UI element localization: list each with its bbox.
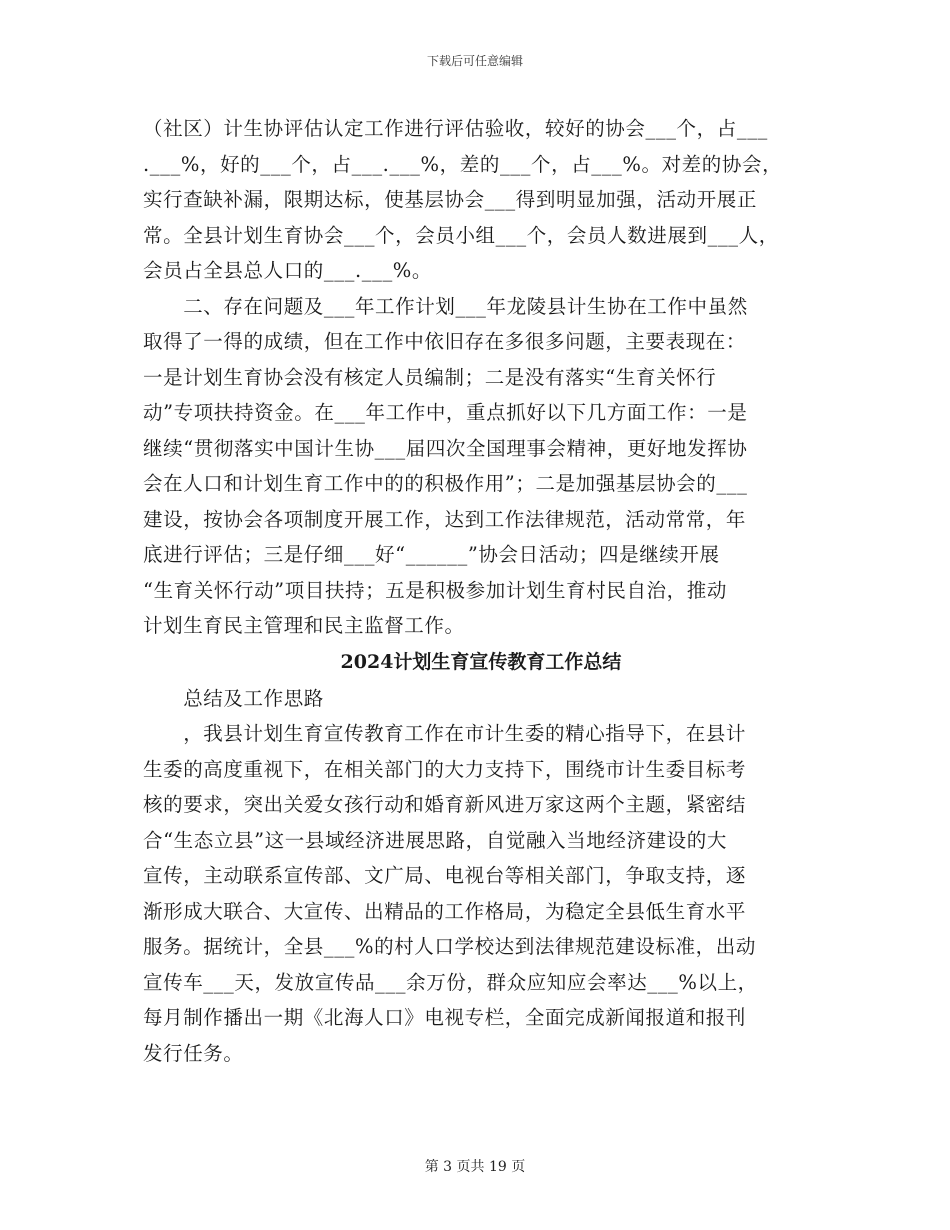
paragraph-line: 合“生态立县”这一县域经济进展思路，自觉融入当地经济建设的大 <box>143 828 727 852</box>
paragraph-line: 宣传车___天，发放宣传品___余万份，群众应知应会率达___%以上， <box>143 970 758 994</box>
paragraph-line: ，我县计划生育宣传教育工作在市计生委的精心指导下，在县计 <box>143 722 747 745</box>
paragraph-line: 实行查缺补漏，限期达标，使基层协会___得到明显加强，活动开展正 <box>143 188 757 211</box>
paragraph-line: 发行任务。 <box>143 1041 244 1065</box>
section-work-review <box>143 111 807 644</box>
paragraph-line: 生委的高度重视下，在相关部门的大力支持下，围绕市计生委目标考 <box>143 757 747 781</box>
paragraph-line: 总结及工作思路 <box>143 686 324 710</box>
paragraph-line: 会在人口和计划生育工作中的的积极作用”；二是加强基层协会的___ <box>143 472 748 495</box>
paragraph-line: 建设，按协会各项制度开展工作，达到工作法律规范，活动常常，年 <box>143 507 747 531</box>
paragraph-line: 服务。据统计，全县___%的村人口学校达到法律规范建设标准，出动 <box>143 935 756 958</box>
paragraph-line: 宣传，主动联系宣传部、文广局、电视台等相关部门，争取支持，逐 <box>143 864 747 887</box>
paragraph-line: 继续“贯彻落实中国计生协___届四次全国理事会精神，更好地发挥协 <box>143 436 748 460</box>
section-propaganda-summary <box>143 681 807 1072</box>
paragraph-line: （社区）计生协评估认定工作进行评估验收，较好的协会___个，占___ <box>143 117 768 140</box>
paragraph-line: 计划生育民主管理和民主监督工作。 <box>143 614 465 637</box>
paragraph-line: 动”专项扶持资金。在___年工作中，重点抓好以下几方面工作：一是 <box>143 401 748 424</box>
section-title: 2024计划生育宣传教育工作总结 <box>340 650 622 673</box>
paragraph-line: .___%，好的___个，占___.___%，差的___个，占___%。对差的协会， <box>143 152 783 176</box>
paragraph-line: 每月制作播出一期《北海人口》电视专栏，全面完成新闻报道和报刊 <box>143 1006 747 1029</box>
paragraph-line: 一是计划生育协会没有核定人员编制；二是没有落实“生育关怀行 <box>143 365 717 389</box>
paragraph-line: 取得了一得的成绩，但在工作中依旧存在多很多问题，主要表现在： <box>143 330 747 353</box>
page-header: 下载后可任意编辑 <box>426 54 523 68</box>
document-body <box>143 111 807 1071</box>
paragraph-line: 底进行评估；三是仔细___好“______”协会日活动；四是继续开展 <box>143 543 720 566</box>
paragraph-line: 渐形成大联合、大宣传、出精品的工作格局，为稳定全县低生育水平 <box>143 899 747 923</box>
paragraph-line: 会员占全县总人口的___.___%。 <box>143 259 433 282</box>
paragraph-line: 常。全县计划生育协会___个，会员小组___个，会员人数进展到___人， <box>143 223 779 247</box>
paragraph-line: 二、存在问题及___年工作计划___年龙陵县计生协在工作中虽然 <box>143 294 748 318</box>
paragraph-line: 核的要求，突出关爱女孩行动和婚育新风进万家这两个主题，紧密结 <box>143 793 747 816</box>
paragraph-line: “生育关怀行动”项目扶持；五是积极参加计划生育村民自治，推动 <box>143 578 727 602</box>
page-number: 第 3 页共 19 页 <box>424 1159 526 1175</box>
